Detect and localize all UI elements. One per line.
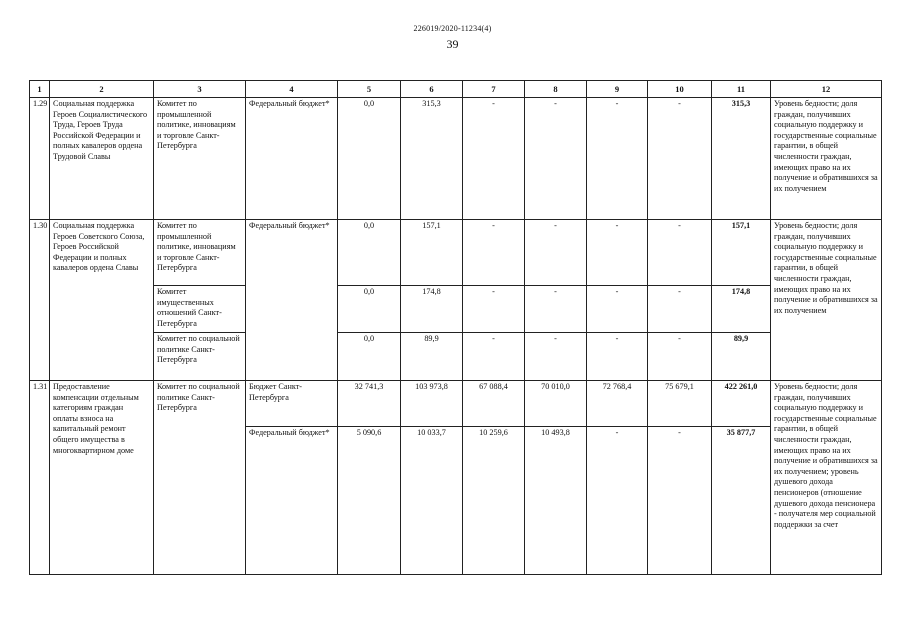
header-cell: 2	[50, 81, 154, 98]
cell-total: 315,3	[712, 98, 771, 220]
cell-value: -	[587, 220, 648, 286]
cell-value: 5 090,6	[338, 427, 401, 575]
document-id: 226019/2020-11234(4)	[413, 24, 492, 33]
cell-value: -	[463, 333, 525, 381]
table-row	[30, 220, 882, 286]
executor: Комитет по социальной политике Санкт-Петербурга	[154, 381, 246, 575]
cell-value: -	[525, 98, 587, 220]
cell-total: 174,8	[712, 286, 771, 333]
header-cell: 10	[648, 81, 712, 98]
header-row	[30, 81, 882, 98]
cell-total: 422 261,0	[712, 381, 771, 427]
cell-value: 72 768,4	[587, 381, 648, 427]
measure-name: Социальная поддержка Героев Социалистического Труда, Героев Труда Российской Федерации и полных кавалеров ордена Трудовой Славы	[50, 98, 154, 220]
cell-value: -	[525, 286, 587, 333]
header-cell: 12	[771, 81, 882, 98]
header-cell: 7	[463, 81, 525, 98]
cell-value: 103 973,8	[401, 381, 463, 427]
indicator: Уровень бедности; доля граждан, получивших социальную поддержку и государственные социальные гарантии, в общей численности граждан, имеющих право на их получение и обратившихся за их получением	[771, 98, 882, 220]
funding-source: Федеральный бюджет*	[246, 98, 338, 220]
measure-name: Социальная поддержка Героев Советского Союза, Героев Российской Федерации и полных кавалеров ордена Славы	[50, 220, 154, 381]
cell-value: -	[648, 427, 712, 575]
executor: Комитет по социальной политике Санкт-Петербурга	[154, 333, 246, 381]
header-cell: 4	[246, 81, 338, 98]
indicator: Уровень бедности; доля граждан, получивших социальную поддержку и государственные социальные гарантии, в общей численности граждан, имеющих право на их получение и обратившихся за их получением; уровень душевого дохода пенсионеров (отношение душевого дохода пенсионера - получателя мер социальной поддержки за счет	[771, 381, 882, 575]
cell-value: -	[463, 220, 525, 286]
funding-source: Федеральный бюджет*	[246, 427, 338, 575]
header-cell: 5	[338, 81, 401, 98]
cell-value: -	[648, 98, 712, 220]
table-row	[30, 333, 882, 381]
executor: Комитет по промышленной политике, инновациям и торговле Санкт-Петербурга	[154, 98, 246, 220]
indicator: Уровень бедности; доля граждан, получивших социальную поддержку и государственные социальные гарантии, в общей численности граждан, имеющих право на их получение и обратившихся за их получением	[771, 220, 882, 381]
cell-value: -	[525, 220, 587, 286]
executor: Комитет имущественных отношений Санкт-Петербурга	[154, 286, 246, 333]
funding-source: Федеральный бюджет*	[246, 220, 338, 381]
cell-value: 157,1	[401, 220, 463, 286]
row-number: 1.29	[30, 98, 50, 220]
executor: Комитет по промышленной политике, инновациям и торговле Санкт-Петербурга	[154, 220, 246, 286]
header-cell: 9	[587, 81, 648, 98]
cell-value: 0,0	[338, 286, 401, 333]
header-cell: 6	[401, 81, 463, 98]
table-row	[30, 98, 882, 220]
cell-value: -	[463, 286, 525, 333]
cell-total: 89,9	[712, 333, 771, 381]
cell-value: -	[648, 220, 712, 286]
cell-value: 32 741,3	[338, 381, 401, 427]
cell-value: 10 493,8	[525, 427, 587, 575]
program-table	[29, 80, 882, 575]
cell-total: 157,1	[712, 220, 771, 286]
cell-value: 0,0	[338, 98, 401, 220]
table-row	[30, 286, 882, 333]
header-cell: 8	[525, 81, 587, 98]
cell-value: -	[648, 286, 712, 333]
header-cell: 1	[30, 81, 50, 98]
page-number: 39	[446, 37, 459, 51]
header-cell: 11	[712, 81, 771, 98]
cell-total: 35 877,7	[712, 427, 771, 575]
cell-value: 174,8	[401, 286, 463, 333]
cell-value: 0,0	[338, 220, 401, 286]
cell-value: 0,0	[338, 333, 401, 381]
cell-value: 10 259,6	[463, 427, 525, 575]
cell-value: 315,3	[401, 98, 463, 220]
cell-value: 89,9	[401, 333, 463, 381]
cell-value: -	[587, 333, 648, 381]
cell-value: 67 088,4	[463, 381, 525, 427]
table-row	[30, 381, 882, 427]
row-number: 1.30	[30, 220, 50, 381]
row-number: 1.31	[30, 381, 50, 575]
cell-value: -	[587, 286, 648, 333]
cell-value: -	[587, 427, 648, 575]
header-cell: 3	[154, 81, 246, 98]
cell-value: -	[587, 98, 648, 220]
cell-value: 75 679,1	[648, 381, 712, 427]
cell-value: -	[525, 333, 587, 381]
cell-value: 70 010,0	[525, 381, 587, 427]
measure-name: Предоставление компенсации отдельным категориям граждан оплаты взноса на капитальный ремонт общего имущества в многоквартирном доме	[50, 381, 154, 575]
funding-source: Бюджет Санкт-Петербурга	[246, 381, 338, 427]
cell-value: -	[648, 333, 712, 381]
cell-value: 10 033,7	[401, 427, 463, 575]
cell-value: -	[463, 98, 525, 220]
